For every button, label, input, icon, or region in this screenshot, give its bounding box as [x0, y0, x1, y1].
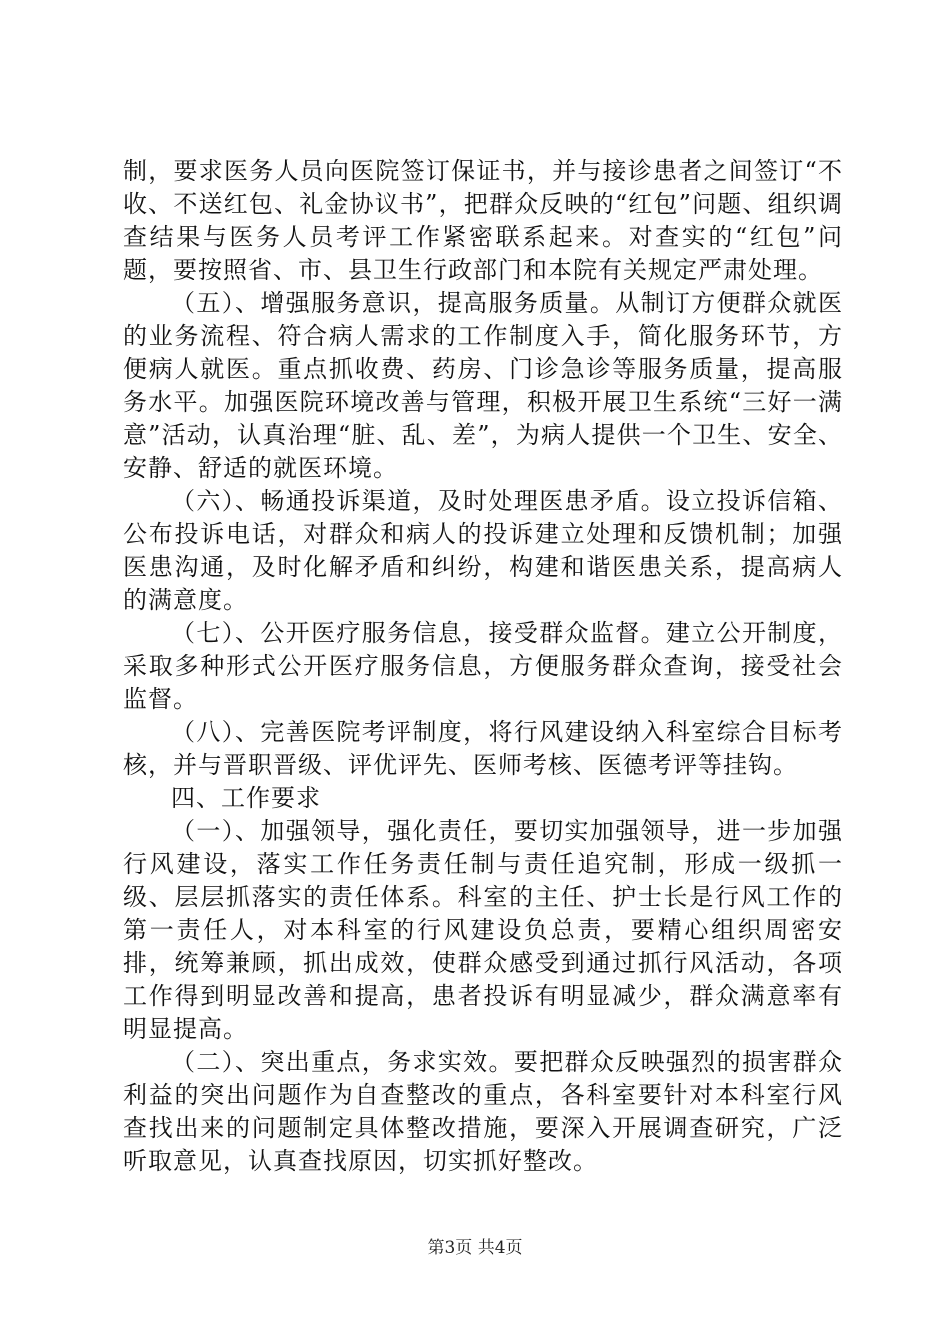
- page-number-footer: 第3页 共4页: [427, 1238, 523, 1258]
- section-heading-work-requirements: 四、工作要求: [171, 784, 321, 812]
- paragraph-item-7: （七）、公开医疗服务信息，接受群众监督。建立公开制度，采取多种形式公开医疗服务信息，方便服务群众查询，接受社会监督。: [123, 619, 843, 713]
- paragraph-item-8: （八）、完善医院考评制度，将行风建设纳入科室综合目标考核，并与晋职晋级、评优评先、医师考核、医德考评等挂钩。: [123, 718, 843, 779]
- paragraph-requirement-2: （二）、突出重点，务求实效。要把群众反映强烈的损害群众利益的突出问题作为自查整改的重点，各科室要针对本科室行风查找出来的问题制定具体整改措施，要深入开展调查研究，广泛听取意见，认真查找原因，切实抓好整改。: [123, 1048, 843, 1175]
- paragraph-item-6: （六）、畅通投诉渠道，及时处理医患矛盾。设立投诉信箱、公布投诉电话，对群众和病人的投诉建立处理和反馈机制；加强医患沟通，及时化解矛盾和纠纷，构建和谐医患关系，提高病人的满意度。: [123, 487, 843, 614]
- paragraph-requirement-1: （一）、加强领导，强化责任，要切实加强领导，进一步加强行风建设，落实工作任务责任制与责任追究制，形成一级抓一级、层层抓落实的责任体系。科室的主任、护士长是行风工作的第一责任人，对本科室的行风建设负总责，要精心组织周密安排，统筹兼顾，抓出成效，使群众感受到通过抓行风活动，各项工作得到明显改善和提高，患者投诉有明显减少，群众满意率有明显提高。: [123, 817, 843, 1043]
- document-body: [123, 155, 843, 1178]
- paragraph-item-5: （五）、增强服务意识，提高服务质量。从制订方便群众就医的业务流程、符合病人需求的工作制度入手，简化服务环节，方便病人就医。重点抓收费、药房、门诊急诊等服务质量，提高服务水平。加强医院环境改善与管理，积极开展卫生系统“三好一满意”活动，认真治理“脏、乱、差”，为病人提供一个卫生、安全、安静、舒适的就医环境。: [123, 289, 843, 482]
- paragraph-continuation: 制，要求医务人员向医院签订保证书，并与接诊患者之间签订“不收、不送红包、礼金协议书”，把群众反映的“红包”问题、组织调查结果与医务人员考评工作紧密联系起来。对查实的“红包”问题，要按照省、市、县卫生行政部门和本院有关规定严肃处理。: [123, 157, 843, 284]
